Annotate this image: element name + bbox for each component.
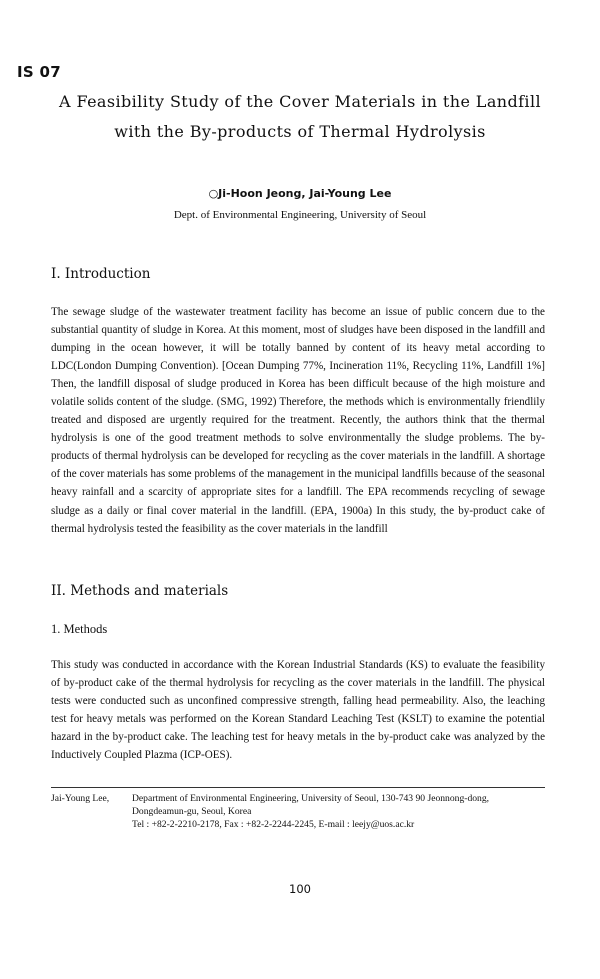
introduction-paragraph: The sewage sludge of the wastewater treatment facility has become an issue of public concern due to the substantial quantity of sludge in Korea. At this moment, most of sludges have been disposed in the landfill and dumping in the ocean however, it will be totally banned by content of its heavy metal according to LDC(London Dumping Convention). [Ocean Dumping 77%, Incineration 11%, Recycling 11%, Landfill 1%] Then, the landfill disposal of sludge produced in Korea has been difficult because of the high moisture and volatile solids content of the sludge. (SMG, 1992) Therefore, the methods which is environmentally friendlily treated and disposed are urgently required for the treatment. Recently, the authors think that the thermal hydrolysis is one of the good treatment methods to solve environmentally the sludge problems. The by-products of thermal hydrolysis can be developed for recycling as the cover materials in the landfill. A shortage of the cover materials has some problems of the management in the municipal landfills because of the seasonal heavy rainfall and a scarcity of appropriate sites for a landfill. The EPA recommends recycling of sewage sludge as a daily or final cover material in the landfill. (EPA, 1900a) In this study, the by-product cake of thermal hydrolysis tested the feasibility as the cover materials in the landfill bbox=[51, 306, 545, 535]
methods-materials-heading: II. Methods and materials bbox=[51, 583, 229, 599]
footnote bbox=[51, 792, 551, 831]
footnote-author: Jai-Young Lee, bbox=[51, 793, 110, 804]
introduction-heading: I. Introduction bbox=[51, 266, 151, 282]
author-list: ○Ji-Hoon Jeong, Jai-Young Lee bbox=[208, 187, 392, 200]
methods-paragraph: This study was conducted in accordance with the Korean Industrial Standards (KS) to evaluate the feasibility of by-product cake of the thermal hydrolysis for recycling as the cover materials in the landfill. The physical tests were conducted such as unconfined compressive strength, falling head permeability. Also, the leaching test for heavy metals was performed on the Korean Standard Leaching Test (KSLT) to examine the potential hazard in the by-product cake. The leaching test for heavy metals in the by-product cake was analyzed by the Inductively Coupled Plazma (ICP-OES). bbox=[51, 659, 545, 762]
paper-title-line-1: A Feasibility Study of the Cover Materials in the Landfill bbox=[59, 92, 541, 111]
affiliation: Dept. of Environmental Engineering, University of Seoul bbox=[173, 209, 427, 221]
page-number: 100 bbox=[289, 882, 311, 896]
footnote-divider bbox=[51, 787, 545, 788]
paper-title-line-2: with the By-products of Thermal Hydrolysis bbox=[114, 122, 486, 141]
footnote-address-line: Dongdeamun-gu, Seoul, Korea bbox=[132, 806, 252, 817]
session-code: IS 07 bbox=[17, 63, 61, 81]
footnote-address-line: Department of Environmental Engineering, University of Seoul, 130-743 90 Jeonnong-dong, bbox=[132, 793, 490, 804]
footnote-contact-line: Tel : +82-2-2210-2178, Fax : +82-2-2244-2245, E-mail : leejy@uos.ac.kr bbox=[132, 819, 415, 830]
methods-subheading: 1. Methods bbox=[51, 622, 108, 636]
